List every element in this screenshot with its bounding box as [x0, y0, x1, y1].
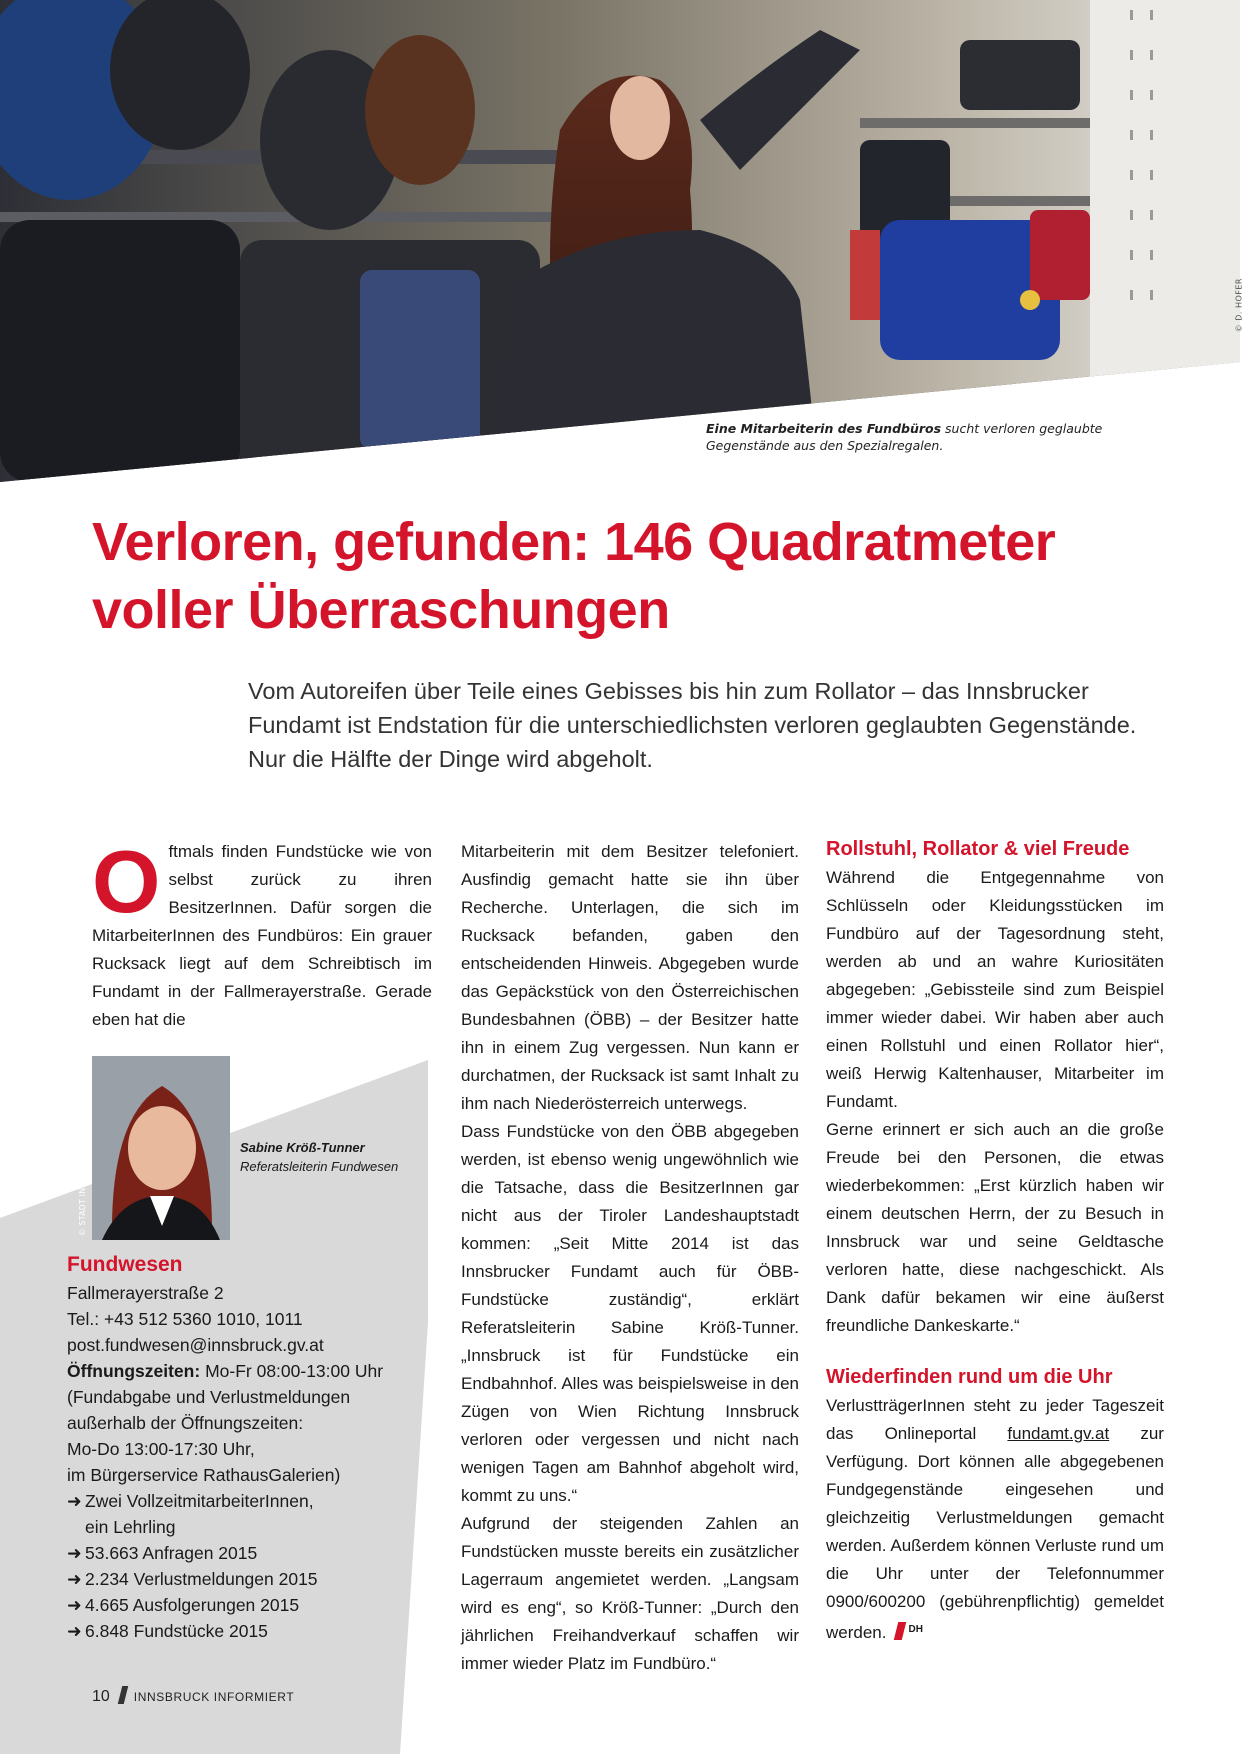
hours-note-1: (Fundabgabe und Verlustmeldungen [67, 1387, 351, 1407]
fact-item: ➜ 4.665 Ausfolgerungen 2015 [67, 1592, 427, 1618]
magazine-name: INNSBRUCK INFORMIERT [133, 1690, 295, 1704]
arrow-icon: ➜ [67, 1543, 82, 1563]
article-column-3 [826, 834, 1164, 1647]
fact-item: ➜ 6.848 Fundstücke 2015 [67, 1618, 427, 1644]
subheading-2: Wiederfinden rund um die Uhr [826, 1366, 1113, 1388]
infobox-contact [67, 1250, 427, 1644]
storage-shelves-illustration [0, 0, 1240, 482]
caption-bold: Eine Mitarbeiterin des Fundbüros [706, 421, 942, 436]
col3-paragraph-3: VerlustträgerInnen steht zu jeder Tageszeit das Onlineportal fundamt.gv.at zur Verfügung. Dort können alle abgegebenen Fundgegenstände eingesehen und gleichzeitig Verlustmeldungen gemacht werden. Außerdem können Verluste rund um die Uhr unter der Telefonnummer 0900/600200 (gebührenpflichtig) gemeldet werden. $^{DH}$ [826, 1396, 1164, 1642]
phone: Tel.: +43 512 5360 1010, 1011 [67, 1309, 303, 1329]
col2-paragraph-2: Dass Fundstücke von den ÖBB abgegeben werden, ist ebenso wenig ungewöhnlich wie die Tatsache, dass die BesitzerInnen gar nicht aus der Tiroler Landeshauptstadt kommen: „Seit Mitte 2014 ist das Innsbrucker Fundamt auch für ÖBB-Fundstücke zuständig“, erklärt Referatsleiterin Sabine Kröß-Tunner. „Innsbruck ist für Fundstücke ein Endbahnhof. Alles was beispielsweise in den Zügen von Wien Richtung Innsbruck verloren oder vergessen und nicht nach wenigen Tagen am Bahnhof abgeholt wird, kommt zu uns.“ [461, 1122, 799, 1505]
article-column-2 [461, 838, 799, 1678]
article-lead: Vom Autoreifen über Teile eines Gebisses bis hin zum Rollator – das Innsbrucker Fundamt ist Endstation für die unterschiedlichsten verloren geglaubten Gegenstände. Nur die Hälfte der Dinge wird abgeholt. [248, 678, 1137, 772]
opening-hours [67, 1358, 427, 1384]
email: post.fundwesen@innsbruck.gv.at [67, 1335, 324, 1355]
col3-paragraph-1: Während die Entgegennahme von Schlüsseln oder Kleidungsstücken im Fundbüro auf der Tagesordnung steht, werden ab und an wahre Kuriositäten abgegeben: „Gebissteile sind zum Beispiel immer wieder dabei. Wir haben aber auch einen Rollstuhl und einen Rollator hier“, weiß Herwig Kaltenhauser, Mitarbeiter im Fundamt. [826, 868, 1164, 1111]
fundamt-link[interactable]: fundamt.gv.at [1007, 1424, 1110, 1443]
hours-note-3: Mo-Do 13:00-17:30 Uhr, [67, 1439, 255, 1459]
end-mark-icon [894, 1622, 906, 1640]
col2-paragraph-3: Aufgrund der steigenden Zahlen an Fundstücken musste bereits ein zusätzlicher Lagerraum angemietet werden. „Langsam wird es eng“, so Kröß-Tunner: „Durch den jährlichen Freihandverkauf schaffen wir immer wieder Platz im Fundbüro.“ [461, 1514, 799, 1673]
arrow-icon: ➜ [67, 1595, 82, 1615]
caption-rest: sucht verloren geglaubte [945, 421, 1103, 436]
headline-line1: Verloren, gefunden: 146 Quadratmeter [92, 512, 1056, 572]
address: Fallmerayerstraße 2 [67, 1283, 224, 1303]
page-number: 10 [92, 1688, 110, 1705]
hours-label: Öffnungszeiten: [67, 1361, 201, 1381]
person-role: Referatsleiterin Fundwesen [240, 1159, 399, 1174]
fact-item: ➜ 2.234 Verlustmeldungen 2015 [67, 1566, 427, 1592]
hours-note-2: außerhalb der Öffnungszeiten: [67, 1413, 304, 1433]
headline-line2: voller Überraschungen [92, 580, 670, 640]
page-footer [92, 1686, 294, 1706]
caption-line2: Gegenstände aus den Spezialregalen. [706, 438, 944, 453]
article-headline [92, 508, 1192, 644]
fact-item: ➜ Zwei VollzeitmitarbeiterInnen, [67, 1488, 427, 1514]
arrow-icon: ➜ [67, 1569, 82, 1589]
hours-value: Mo-Fr 08:00-13:00 Uhr [205, 1361, 384, 1381]
col2-paragraph-1: Mitarbeiterin mit dem Besitzer telefoniert. Ausfindig gemacht hatte sie ihn über Recherche. Unterlagen, die sich im Rucksack befanden, gaben den entscheidenden Hinweis. Abgegeben wurde das Gepäckstück von den Österreichischen Bundesbahnen (ÖBB) – der Besitzer hatte ihn in einem Zug vergessen. Nun kann er durchatmen, der Rucksack ist samt Inhalt zu ihm nach Niederösterreich unterwegs. [461, 842, 799, 1113]
col1-paragraph: ftmals finden Fundstücke wie von selbst zurück zu ihren BesitzerInnen. Dafür sorgen die MitarbeiterInnen des Fundbüros: Ein grauer Rucksack liegt auf dem Schreibtisch im Fundamt in der Fallmerayerstraße. Gerade eben hat die [92, 842, 432, 1029]
fact-item: ➜ 53.663 Anfragen 2015 [67, 1540, 427, 1566]
arrow-icon: ➜ [67, 1491, 82, 1511]
arrow-icon: ➜ [67, 1621, 82, 1641]
hero-photo [0, 0, 1240, 482]
col3-paragraph-2: Gerne erinnert er sich auch an die große Freude bei den Personen, die etwas wiederbekommen: „Erst kürzlich haben wir einem deutschen Herrn, der zu Besuch in Innsbruck war und seine Geldtasche verloren hatte, diese nachgeschickt. Als Dank dafür bekamen wir eine äußerst freundliche Dankeskarte.“ [826, 1120, 1164, 1335]
portrait-credit: © STADT INNSBRUCK [78, 1148, 87, 1236]
slash-icon [118, 1686, 128, 1704]
portrait-photo [92, 1056, 230, 1240]
photo-caption [706, 420, 1102, 454]
subheading-1: Rollstuhl, Rollator & viel Freude [826, 838, 1130, 860]
photo-credit: © D. HOFER [1234, 278, 1243, 333]
infobox-title: Fundwesen [67, 1253, 183, 1276]
person-name: Sabine Kröß-Tunner [240, 1140, 365, 1155]
dropcap: O [92, 832, 161, 931]
fact-item-continued: ein Lehrling [85, 1517, 176, 1537]
author-initials: DH [908, 1624, 923, 1635]
article-column-1 [92, 832, 432, 1034]
person-caption [240, 1138, 398, 1176]
hours-note-4: im Bürgerservice RathausGalerien) [67, 1465, 341, 1485]
